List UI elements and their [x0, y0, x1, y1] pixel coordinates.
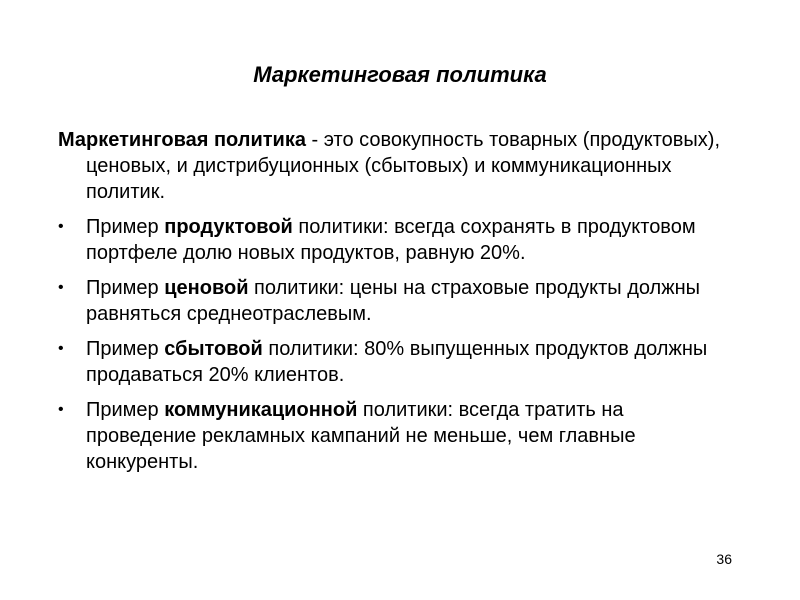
list-item-keyword: сбытовой [164, 338, 263, 360]
list-item-prefix: Пример [86, 399, 165, 421]
definition-paragraph [58, 127, 738, 205]
list-item-keyword: коммуникационной [164, 399, 358, 421]
list-item-keyword: ценовой [164, 277, 249, 299]
list-item-prefix: Пример [86, 338, 165, 360]
list-item-prefix: Пример [86, 277, 165, 299]
bullet-icon: • [58, 218, 64, 235]
slide-number: 36 [716, 551, 732, 567]
list-item-sales-policy [58, 336, 738, 388]
list-item-keyword: продуктовой [164, 216, 293, 238]
list-item-text: политики: 80% выпущенных продуктов должны продаваться 20% клиентов. [86, 338, 708, 386]
bullet-icon: • [58, 401, 64, 418]
bullet-icon: • [58, 279, 64, 296]
definition-term: Маркетинговая политика [58, 129, 306, 151]
list-item-price-policy [58, 275, 738, 327]
definition-text: - это совокупность товарных (продуктовых), ценовых, и дистрибуционных (сбытовых) и коммуникационных политик. [86, 129, 721, 203]
list-item-communication-policy [58, 397, 738, 475]
bullet-icon: • [58, 340, 64, 357]
list-item-text: политики: цены на страховые продукты должны равняться среднеотраслевым. [86, 277, 701, 325]
list-item-prefix: Пример [86, 216, 165, 238]
policy-examples-list [58, 214, 738, 475]
slide-title: Маркетинговая политика [253, 62, 547, 87]
slide-body [58, 127, 738, 484]
list-item-text: политики: всегда сохранять в продуктовом портфеле долю новых продуктов, равную 20%. [86, 216, 696, 264]
list-item-text: политики: всегда тратить на проведение рекламных кампаний не меньше, чем главные конкуренты. [86, 399, 636, 473]
list-item-product-policy [58, 214, 738, 266]
